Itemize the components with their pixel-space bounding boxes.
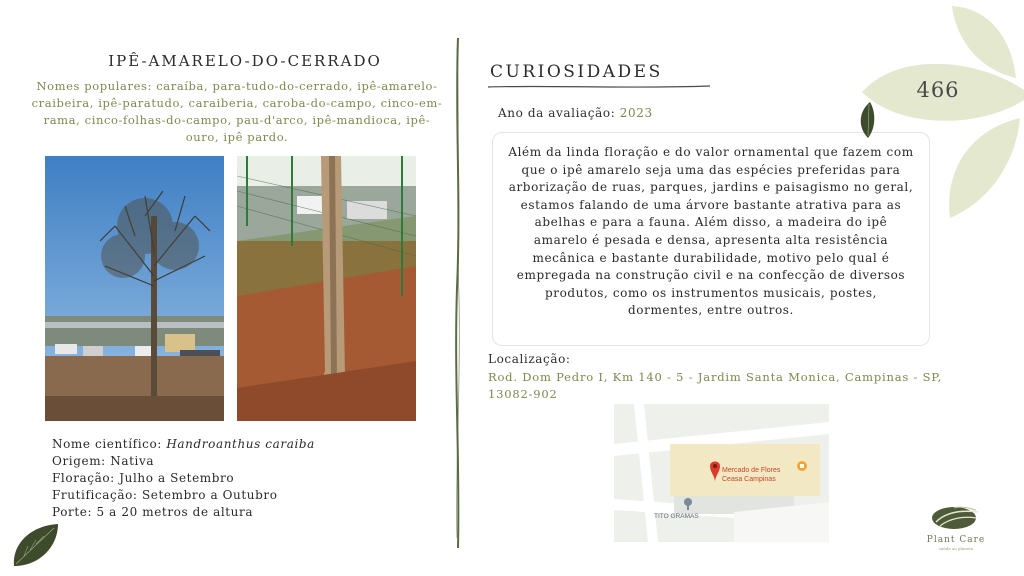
map-street-label: TITO GRAMAS <box>654 513 699 520</box>
flowering: Floração: Julho a Setembro <box>52 471 235 485</box>
evaluation-year: Ano da avaliação: 2023 <box>498 106 653 120</box>
plant-facts <box>52 436 315 521</box>
leaf-icon <box>10 520 62 570</box>
location-address: Rod. Dom Pedro I, Km 140 - 5 - Jardim Santa Monica, Campinas - SP, 13082-902 <box>488 370 943 401</box>
location-label: Localização: <box>488 352 571 366</box>
size: Porte: 5 a 20 metros de altura <box>52 505 254 519</box>
trunk-photo <box>237 156 416 421</box>
tree-photo <box>45 156 224 421</box>
section-heading: CURIOSIDADES <box>490 62 663 82</box>
decorative-leaves <box>840 0 1024 230</box>
scientific-name: Nome científico: Handroanthus caraiba <box>52 437 315 451</box>
brand-tagline: saúde ao planeta <box>938 546 974 551</box>
heading-underline <box>488 84 712 90</box>
record-number: 466 <box>916 78 960 102</box>
shop-pin-icon <box>797 461 807 471</box>
curiosity-text: Além da linda floração e do valor ornamental que fazem com que o ipê amarelo seja uma das espécies preferidas para arborização de ruas, parques, jardins e paisagismo no geral, estamos falando de uma árvore bastante atrativa para as abelhas e para a fauna. Além disso, a madeira do ipê amarelo é pesada e densa, apresenta alta resistência mecânica e bastante durabilidade, motivo pelo qual é empregada na construção civil e na confecção de diversos produtos, como os instrumentos musicais, postes, dormentes, entre outros. <box>508 145 914 318</box>
plant-title: IPÊ-AMARELO-DO-CERRADO <box>108 52 382 70</box>
brand-name: Plant Care <box>926 535 986 545</box>
map-place-line2: Ceasa Campinas <box>722 476 776 483</box>
column-divider <box>452 38 464 548</box>
map-place-line1: Mercado de Flores <box>722 467 781 474</box>
popular-names: Nomes populares: caraíba, para-tudo-do-cerrado, ipê-amarelo-craibeira, ipê-paratudo, caraiberia, caroba-do-campo, cinco-em-rama, cinco-folhas-do-campo, pau-d'arco, ipê-mandioca, ipê-ouro, ipê pardo. <box>31 79 443 144</box>
origin: Origem: Nativa <box>52 454 155 468</box>
location-map[interactable] <box>614 404 829 542</box>
plant-care-logo-icon <box>930 502 982 532</box>
fruiting: Frutificação: Setembro a Outubro <box>52 488 278 502</box>
